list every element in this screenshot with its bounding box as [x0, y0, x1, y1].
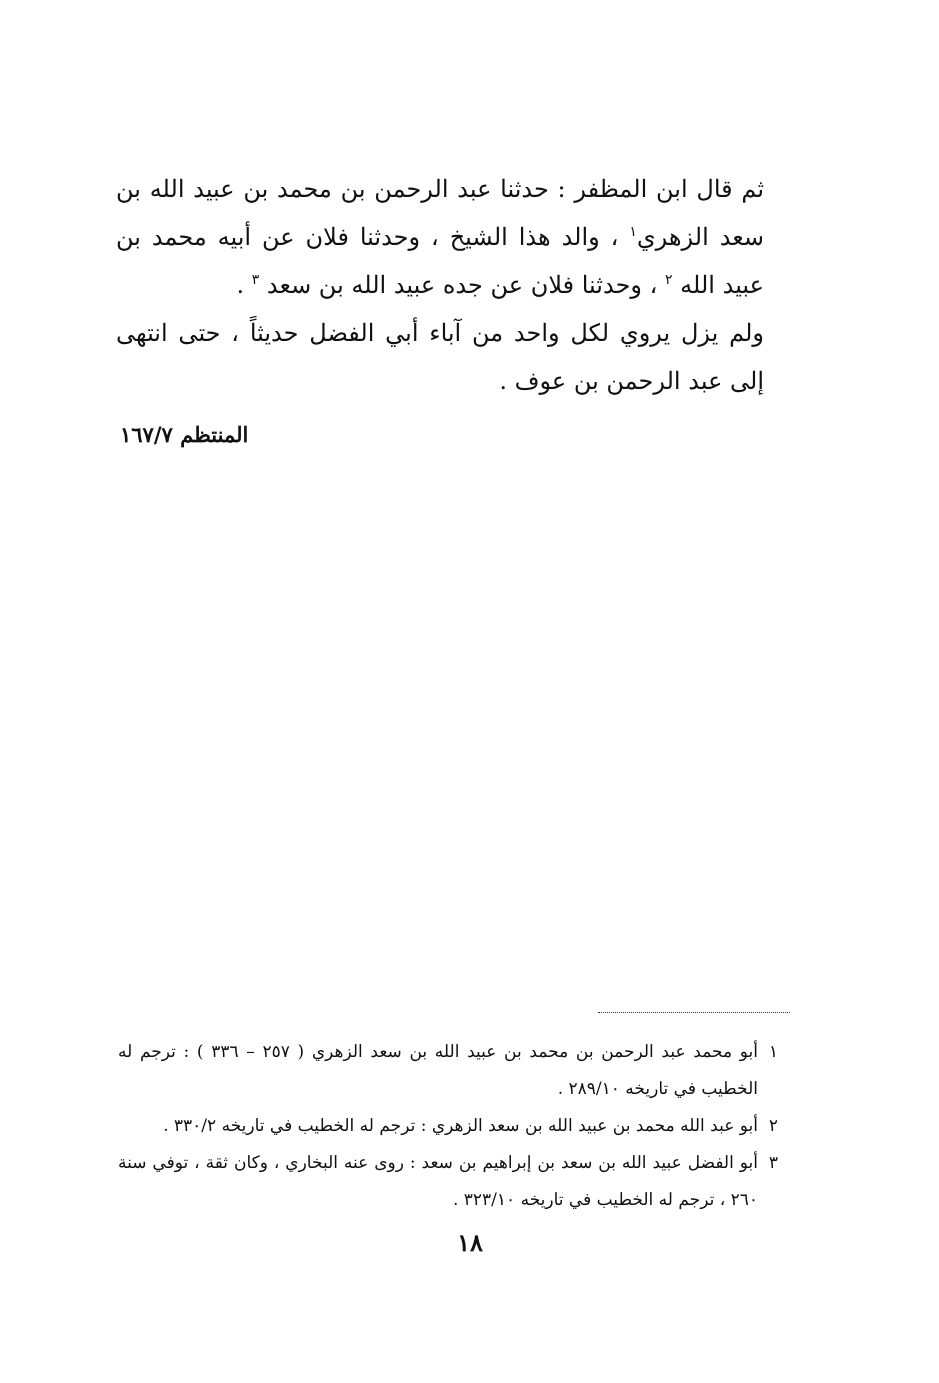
footnote-number: ٢: [768, 1116, 778, 1136]
footnote-1: [118, 1034, 778, 1108]
footnote-text: أبو الفضل عبيد الله بن سعد بن إبراهيم بن سعد : روى عنه البخاري ، وكان ثقة ، توفي سنة ٢٦٠ ، ترجم له الخطيب في تاريخه ٣٢٣/١٠ .: [118, 1153, 758, 1210]
footnote-3: [118, 1145, 778, 1219]
footnote-2: [118, 1108, 778, 1145]
page-number: ١٨: [457, 1228, 483, 1257]
footnote-number: ١: [768, 1042, 778, 1062]
paragraph-1-part-d: .: [236, 271, 252, 299]
footnote-text: أبو عبد الله محمد بن عبيد الله بن سعد الزهري : ترجم له الخطيب في تاريخه ٣٣٠/٢ .: [163, 1116, 758, 1136]
main-text: [116, 165, 794, 405]
paragraph-1-part-c: ، وحدثنا فلان عن جده عبيد الله بن سعد: [266, 271, 665, 299]
footnote-number: ٣: [768, 1153, 778, 1173]
paragraph-2: ولم يزل يروي لكل واحد من آباء أبي الفضل حديثاً ، حتى انتهى إلى عبد الرحمن بن عوف .: [116, 319, 764, 395]
footnote-text: أبو محمد عبد الرحمن بن محمد بن عبيد الله بن سعد الزهري ( ٢٥٧ – ٣٣٦ ) : ترجم له الخطيب في تاريخه ٢٨٩/١٠ .: [118, 1042, 759, 1099]
footnote-ref-3[interactable]: ٣: [251, 272, 260, 288]
paragraph-1-part-a: ثم قال ابن المظفر : حدثنا عبد الرحمن بن محمد بن عبيد الله بن سعد الزهري: [116, 175, 764, 251]
footnote-ref-1[interactable]: ١: [629, 224, 637, 240]
source-citation: المنتظم ١٦٧/٧: [120, 422, 249, 447]
footnote-ref-2[interactable]: ٢: [665, 272, 673, 288]
footnotes: [118, 1034, 778, 1219]
paragraph-1: [116, 165, 794, 309]
footnote-separator: [598, 1012, 790, 1013]
paragraph-1-part-b: ، والد هذا الشيخ ، وحدثنا فلان عن أبيه محمد بن عبيد الله: [116, 223, 764, 299]
